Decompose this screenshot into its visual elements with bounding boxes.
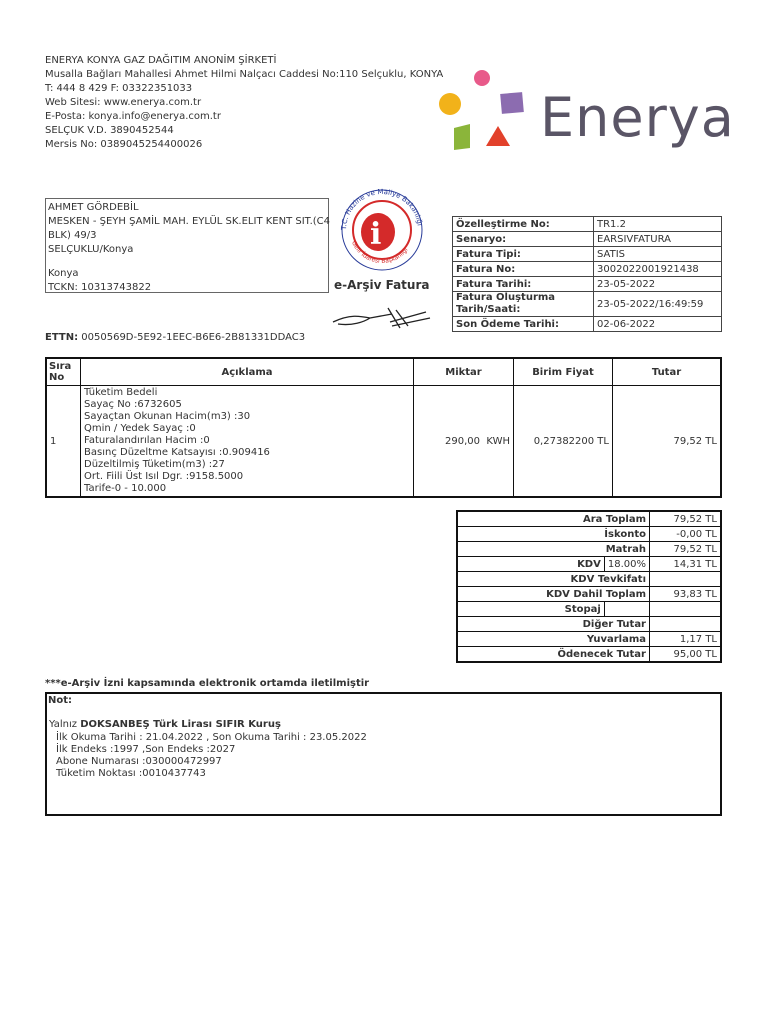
ettn — [45, 331, 305, 345]
totals-label: KDV — [457, 557, 604, 572]
meta-value: 23-05-2022 — [594, 277, 722, 292]
enerya-logo — [436, 66, 735, 156]
totals-value — [650, 617, 722, 632]
col-aciklama-header: Açıklama — [81, 358, 414, 386]
enerya-logo-text: Enerya — [540, 86, 735, 149]
company-name: ENERYA KONYA GAZ DAĞITIM ANONİM ŞİRKETİ — [45, 55, 277, 66]
customer-box — [45, 198, 329, 293]
totals-row — [457, 527, 721, 542]
row-aciklama — [81, 386, 414, 498]
customer-address-line1: MESKEN - ŞEYH ŞAMİL MAH. EYLÜL SK.ELIT KENT SIT.(C4 — [48, 216, 331, 227]
totals-row — [457, 511, 721, 527]
customer-name: AHMET GÖRDEBİL — [48, 202, 139, 213]
meta-label: Fatura Tipi: — [453, 247, 594, 262]
company-mersis: Mersis No: 0389045254400026 — [45, 139, 203, 150]
ettn-label: ETTN: — [45, 332, 79, 343]
totals-row — [457, 647, 721, 663]
meta-row — [453, 292, 722, 317]
totals-label: Ara Toplam — [457, 511, 650, 527]
enerya-logo-icon — [436, 66, 536, 156]
ettn-value: 0050569D-5E92-1EEC-B6E6-2B81331DDAC3 — [81, 332, 306, 343]
meta-label: Özelleştirme No: — [453, 217, 594, 232]
items-table — [45, 357, 722, 498]
totals-row — [457, 602, 721, 617]
col-miktar-header: Miktar — [414, 358, 514, 386]
totals-label: İskonto — [457, 527, 650, 542]
row-birim-fiyat: 0,27382200 TL — [514, 386, 613, 498]
totals-row — [457, 617, 721, 632]
meta-row — [453, 262, 722, 277]
note-amount-in-words — [49, 718, 719, 732]
meta-row — [453, 247, 722, 262]
description-line: Sayaç No :6732605 — [84, 399, 182, 410]
row-miktar: 290,00 KWH — [414, 386, 514, 498]
totals-value — [650, 602, 722, 617]
gib-seal-icon — [330, 186, 434, 272]
svg-text:i: i — [370, 217, 382, 252]
meta-label: Fatura Oluşturma Tarih/Saati: — [453, 292, 594, 317]
meta-row — [453, 277, 722, 292]
totals-label: KDV Dahil Toplam — [457, 587, 650, 602]
totals-row — [457, 557, 721, 572]
meta-row — [453, 217, 722, 232]
description-line: Qmin / Yedek Sayaç :0 — [84, 423, 196, 434]
note-box — [45, 692, 722, 816]
note-title: Not: — [48, 695, 73, 706]
meta-value: 3002022001921438 — [594, 262, 722, 277]
totals-value — [650, 572, 722, 587]
totals-value: -0,00 TL — [650, 527, 722, 542]
totals-value: 1,17 TL — [650, 632, 722, 647]
totals-row — [457, 572, 721, 587]
col-birim-header: Birim Fiyat — [514, 358, 613, 386]
company-phone: T: 444 8 429 F: 03322351033 — [45, 83, 193, 94]
col-sira-header: Sıra No — [46, 358, 81, 386]
description-line: Basınç Düzeltme Katsayısı :0.909416 — [84, 447, 270, 458]
meta-label: Son Ödeme Tarihi: — [453, 317, 594, 332]
company-tax-office: SELÇUK V.D. 3890452544 — [45, 125, 174, 136]
totals-row — [457, 542, 721, 557]
e-arsiv-caption: e-Arşiv Fatura — [334, 278, 430, 292]
row-tutar: 79,52 TL — [613, 386, 722, 498]
meta-row — [453, 232, 722, 247]
meta-value: EARSIVFATURA — [594, 232, 722, 247]
meta-value: 23-05-2022/16:49:59 — [594, 292, 722, 317]
meta-label: Fatura Tarihi: — [453, 277, 594, 292]
signature-image — [330, 304, 434, 332]
customer-city: Konya — [48, 268, 79, 279]
totals-label: Stopaj — [457, 602, 604, 617]
company-email: E-Posta: konya.info@enerya.com.tr — [45, 111, 221, 122]
meta-value: 02-06-2022 — [594, 317, 722, 332]
totals-label: Yuvarlama — [457, 632, 650, 647]
row-sira: 1 — [46, 386, 81, 498]
company-web: Web Sitesi: www.enerya.com.tr — [45, 97, 202, 108]
totals-value: 14,31 TL — [650, 557, 722, 572]
table-row — [46, 386, 721, 498]
description-line: Ort. Fiili Üst Isıl Dgr. :9158.5000 — [84, 471, 244, 482]
col-tutar-header: Tutar — [613, 358, 722, 386]
note-line: İlk Endeks :1997 ,Son Endeks :2027 — [56, 744, 236, 755]
totals-row — [457, 587, 721, 602]
customer-tckn: TCKN: 10313743822 — [48, 282, 152, 293]
totals-label: Ödenecek Tutar — [457, 647, 650, 663]
description-line: Düzeltilmiş Tüketim(m3) :27 — [84, 459, 225, 470]
meta-row — [453, 317, 722, 332]
meta-value: TR1.2 — [594, 217, 722, 232]
totals-value: 79,52 TL — [650, 511, 722, 527]
description-line: Sayaçtan Okunan Hacim(m3) :30 — [84, 411, 251, 422]
company-address: Musalla Bağları Mahallesi Ahmet Hilmi Nalçacı Caddesi No:110 Selçuklu, KONYA — [45, 69, 444, 80]
totals-label: KDV Tevkifatı — [457, 572, 650, 587]
totals-table — [456, 510, 722, 663]
meta-label: Senaryo: — [453, 232, 594, 247]
note-line: Tüketim Noktası :0010437743 — [56, 768, 206, 779]
invoice-meta-table — [452, 216, 722, 332]
meta-label: Fatura No: — [453, 262, 594, 277]
e-arsiv-notice: ***e-Arşiv İzni kapsamında elektronik ortamda iletilmiştir — [45, 678, 370, 689]
totals-rate — [604, 602, 649, 617]
note-line: İlk Okuma Tarihi : 21.04.2022 , Son Okuma Tarihi : 23.05.2022 — [56, 732, 367, 743]
gib-seal — [330, 186, 434, 292]
note-line: Abone Numarası :030000472997 — [56, 756, 222, 767]
customer-district: SELÇUKLU/Konya — [48, 244, 134, 255]
company-info — [45, 54, 443, 152]
description-line: Tarife-0 - 10.000 — [84, 483, 167, 494]
totals-label: Matrah — [457, 542, 650, 557]
description-line: Tüketim Bedeli — [84, 387, 158, 398]
totals-rate: 18.00% — [604, 557, 649, 572]
svg-text:T.C. Hazine ve Maliye Bakanlığ: T.C. Hazine ve Maliye Bakanlığı — [339, 187, 424, 231]
note-amount-prefix: Yalnız — [49, 719, 81, 730]
totals-value: 79,52 TL — [650, 542, 722, 557]
totals-row — [457, 632, 721, 647]
description-line: Faturalandırılan Hacim :0 — [84, 435, 210, 446]
customer-address-line2: BLK) 49/3 — [48, 230, 97, 241]
svg-text:Gelir İdaresi Başkanlığı: Gelir İdaresi Başkanlığı — [350, 239, 410, 265]
totals-value: 95,00 TL — [650, 647, 722, 663]
note-amount-words: DOKSANBEŞ Türk Lirası SIFIR Kuruş — [80, 719, 281, 730]
totals-label: Diğer Tutar — [457, 617, 650, 632]
meta-value: SATIS — [594, 247, 722, 262]
totals-value: 93,83 TL — [650, 587, 722, 602]
